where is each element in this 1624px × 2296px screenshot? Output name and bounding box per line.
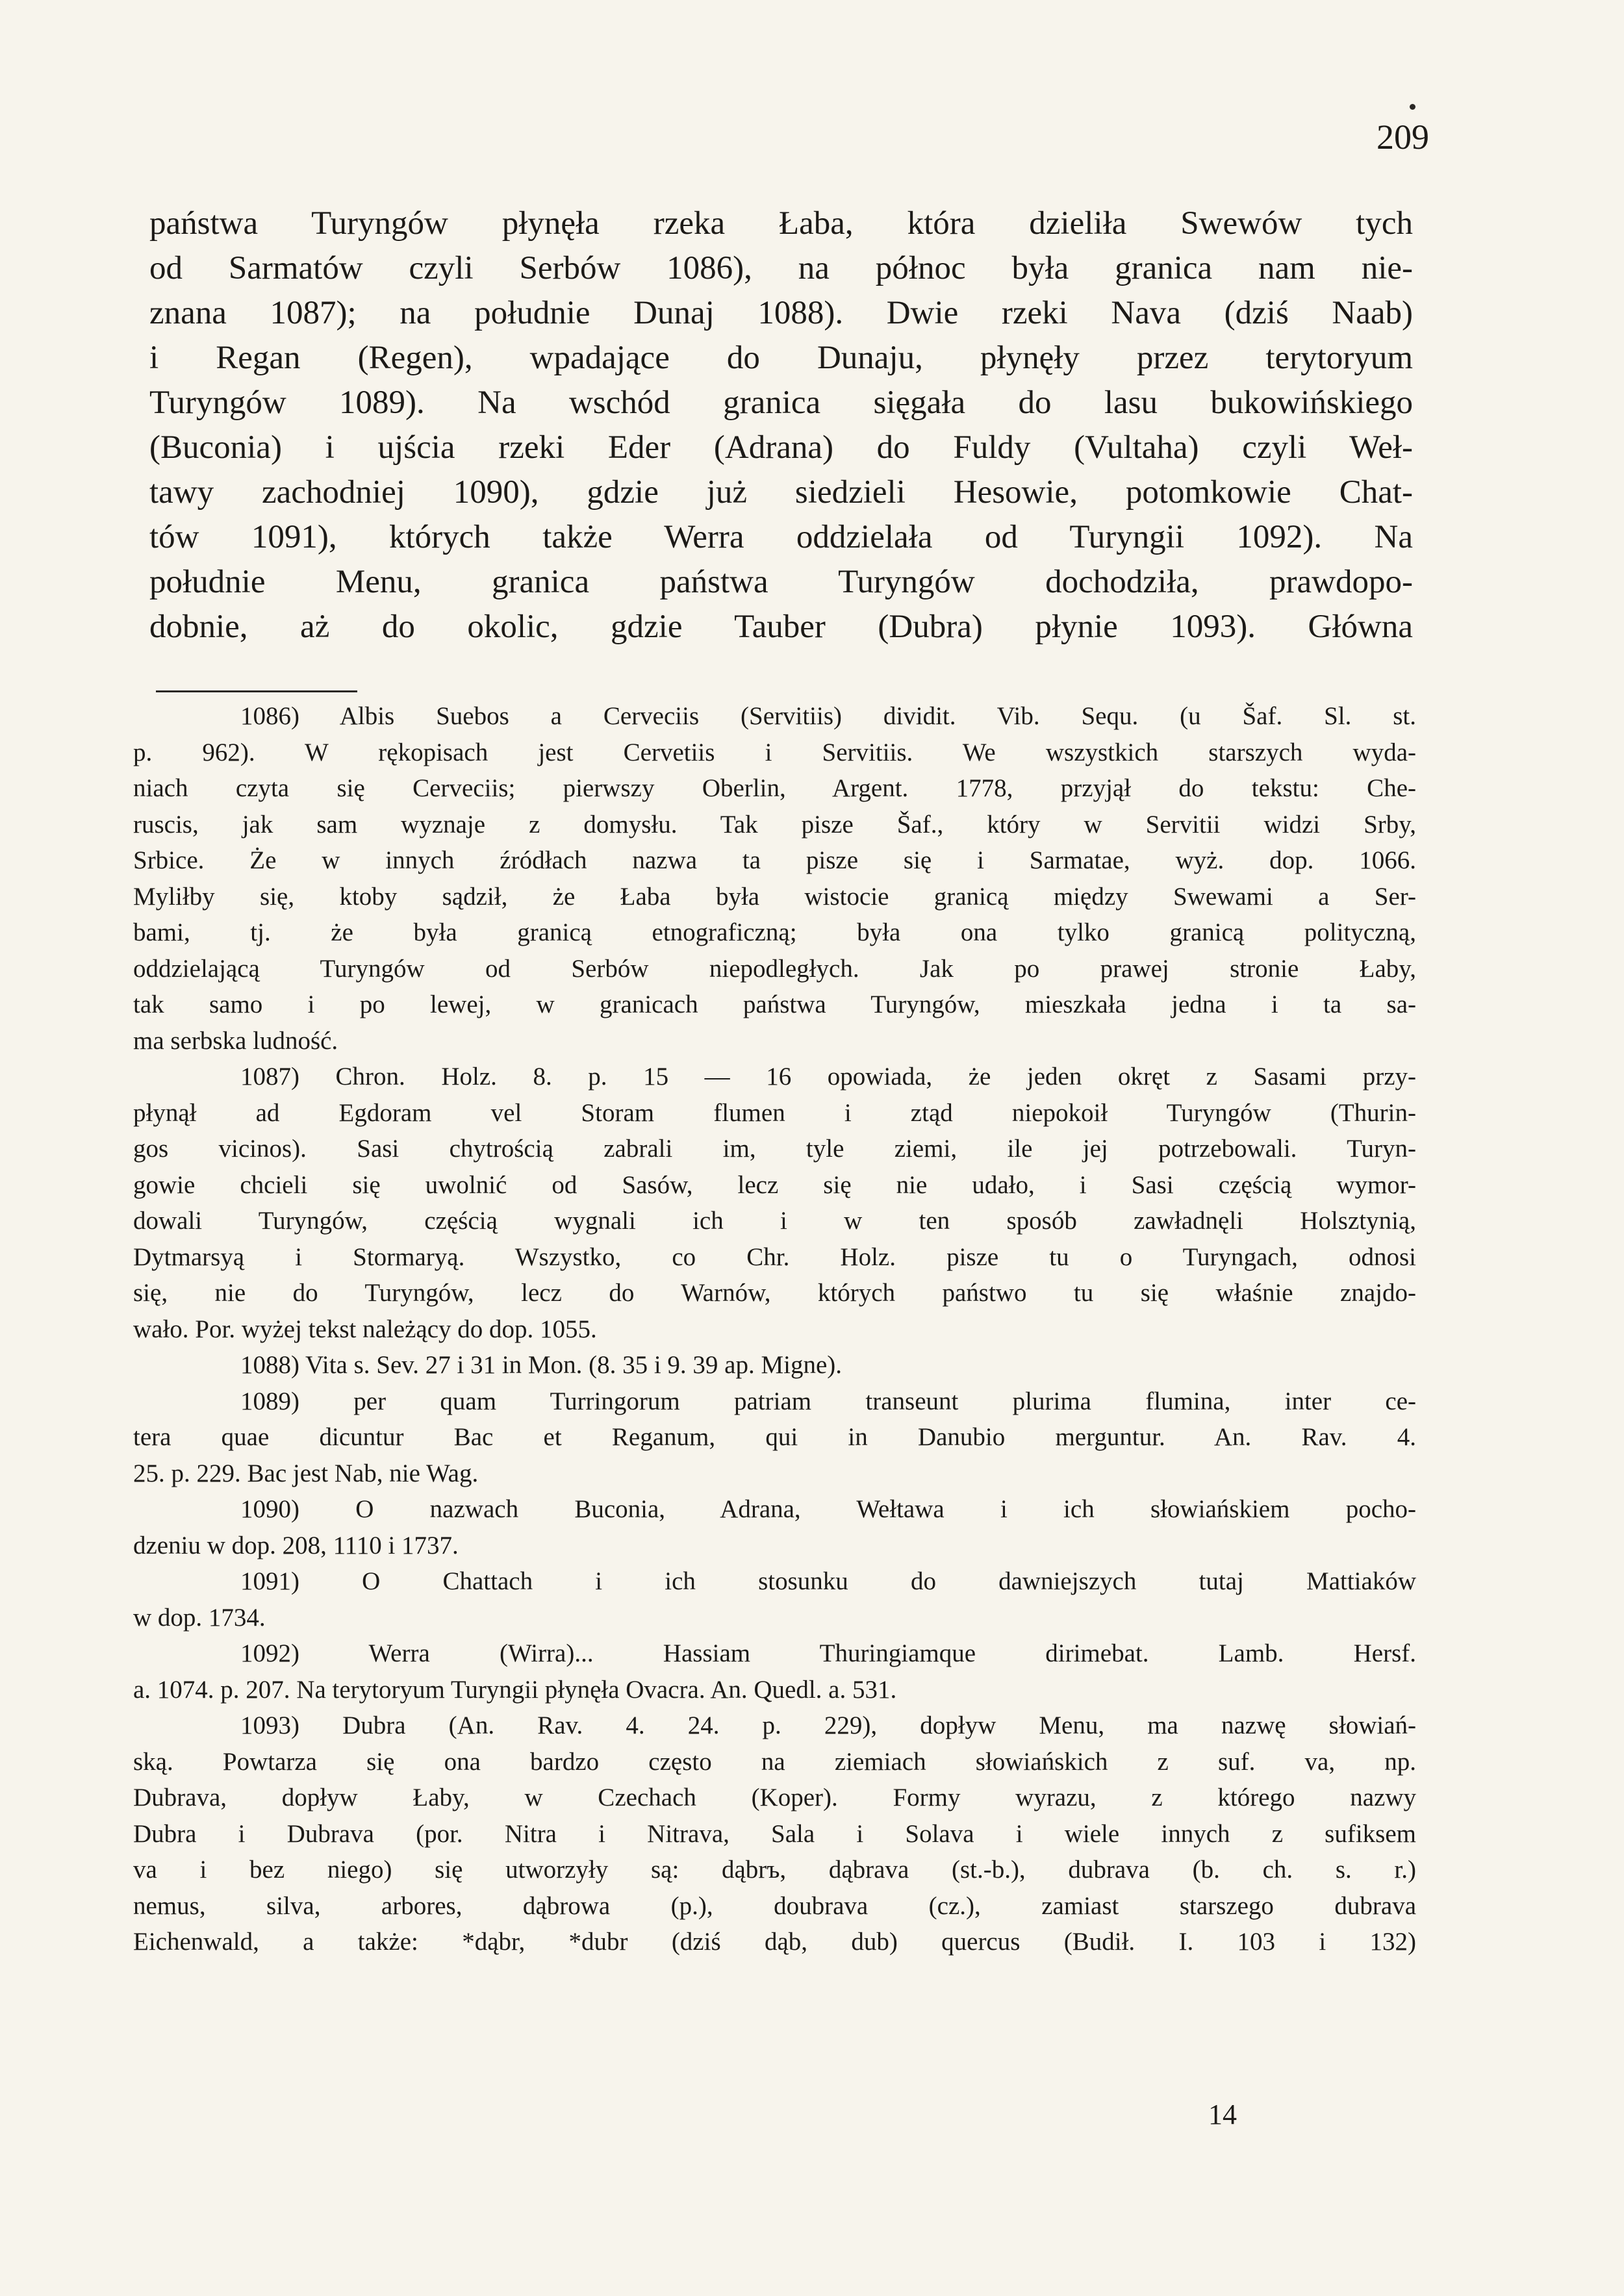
footnote-line: Eichenwald, a także: *dąbr, *dubr (dziś dąb, dub) quercus (Budił. I. 103 i 132)	[133, 1928, 1416, 1956]
footnote-line: 25. p. 229. Bac jest Nab, nie Wag.	[133, 1459, 479, 1487]
footnote-line: ma serbska ludność.	[133, 1026, 338, 1055]
footnote-line: tera quae dicuntur Bac et Reganum, qui in Danubio merguntur. An. Rav. 4.	[133, 1423, 1416, 1451]
text-line: od Sarmatów czyli Serbów 1086), na północ była granica nam nie-	[149, 250, 1413, 286]
footnote-line: p. 962). W rękopisach jest Cervetiis i Servitiis. We wszystkich starszych wyda-	[133, 738, 1416, 766]
text-line: Turyngów 1089). Na wschód granica sięgała do lasu bukowińskiego	[149, 385, 1413, 421]
text-line: dobnie, aż do okolic, gdzie Tauber (Dubra) płynie 1093). Główna	[149, 609, 1413, 645]
footnote-line: gos vicinos). Sasi chytrością zabrali im, tyle ziemi, ile jej potrzebowali. Turyn-	[133, 1135, 1416, 1163]
printer-signature-mark: 14	[1208, 2099, 1237, 2130]
footnote-line: dowali Turyngów, częścią wygnali ich i w ten sposób zawładnęli Holsztynią,	[133, 1207, 1416, 1235]
text-line: i Regan (Regen), wpadające do Dunaju, płynęły przez terytoryum	[149, 340, 1413, 376]
footnote-line: 1092) Werra (Wirra)... Hassiam Thuringiamque dirimebat. Lamb. Hersf.	[240, 1639, 1416, 1667]
text-line: tów 1091), których także Werra oddzielała od Turyngii 1092). Na	[149, 519, 1413, 555]
footnote-line: 1087) Chron. Holz. 8. p. 15 — 16 opowiada, że jeden okręt z Sasami przy-	[240, 1063, 1416, 1091]
footnote-line: 1091) O Chattach i ich stosunku do dawniejszych tutaj Mattiaków	[240, 1567, 1416, 1595]
footnote-line: w dop. 1734.	[133, 1603, 266, 1632]
text-line: południe Menu, granica państwa Turyngów dochodziła, prawdopo-	[149, 564, 1413, 600]
text-line: (Buconia) i ujścia rzeki Eder (Adrana) do Fuldy (Vultaha) czyli Weł-	[149, 429, 1413, 466]
footnote-line: tak samo i po lewej, w granicach państwa Turyngów, mieszkała jedna i ta sa-	[133, 990, 1416, 1018]
text-line: znana 1087); na południe Dunaj 1088). Dwie rzeki Nava (dziś Naab)	[149, 295, 1413, 331]
main-text-block	[149, 201, 1413, 650]
footnote-line: 1086) Albis Suebos a Cerveciis (Servitiis) dividit. Vib. Sequ. (u Šaf. Sl. st.	[240, 702, 1416, 730]
footnote-line: Myliłby się, ktoby sądził, że Łaba była wistocie granicą między Swewami a Ser-	[133, 882, 1416, 911]
footnote-line: 1090) O nazwach Buconia, Adrana, Wełtawa i ich słowiańskiem pocho-	[240, 1495, 1416, 1523]
footnote-line: ruscis, jak sam wyznaje z domysłu. Tak pisze Šaf., który w Servitii widzi Srby,	[133, 810, 1416, 839]
footnote-line: a. 1074. p. 207. Na terytoryum Turyngii płynęła Ovacra. An. Quedl. a. 531.	[133, 1675, 897, 1704]
footnote-line: ską. Powtarza się ona bardzo często na ziemiach słowiańskich z suf. va, np.	[133, 1747, 1416, 1776]
footnote-line: gowie chcieli się uwolnić od Sasów, lecz się nie udało, i Sasi częścią wymor-	[133, 1170, 1416, 1199]
footnote-line: nemus, silva, arbores, dąbrowa (p.), doubrava (cz.), zamiast starszego dubrava	[133, 1891, 1416, 1920]
footnote-line: 1093) Dubra (An. Rav. 4. 24. p. 229), dopływ Menu, ma nazwę słowiań-	[240, 1711, 1416, 1739]
footnote-line: 1089) per quam Turringorum patriam transeunt plurima flumina, inter ce-	[240, 1387, 1416, 1415]
footnote-line: Dytmarsyą i Stormaryą. Wszystko, co Chr. Holz. pisze tu o Turyngach, odnosi	[133, 1243, 1416, 1271]
footnote-line: wało. Por. wyżej tekst należący do dop. 1055.	[133, 1315, 597, 1343]
footnote-line: dzeniu w dop. 208, 1110 i 1737.	[133, 1531, 459, 1559]
footnote-line: va i bez niego) się utworzyły są: dąbrъ, dąbrava (st.-b.), dubrava (b. ch. s. r.)	[133, 1856, 1416, 1884]
footnote-line: bami, tj. że była granicą etnograficzną; była ona tylko granicą polityczną,	[133, 918, 1416, 946]
text-line: państwa Turyngów płynęła rzeka Łaba, która dzieliła Swewów tych	[149, 205, 1413, 242]
footnotes-block	[133, 698, 1416, 1960]
footnote-separator	[156, 690, 357, 692]
ink-dot	[1410, 104, 1415, 110]
page-number: 209	[1377, 118, 1429, 157]
footnote-line: 1088) Vita s. Sev. 27 i 31 in Mon. (8. 35 i 9. 39 ap. Migne).	[240, 1351, 843, 1379]
footnote-line: Dubra i Dubrava (por. Nitra i Nitrava, Sala i Solava i wiele innych z sufiksem	[133, 1819, 1416, 1848]
footnote-line: oddzielającą Turyngów od Serbów niepodległych. Jak po prawej stronie Łaby,	[133, 954, 1416, 983]
footnote-line: niach czyta się Cerveciis; pierwszy Oberlin, Argent. 1778, przyjął do tekstu: Che-	[133, 774, 1416, 802]
text-line: tawy zachodniej 1090), gdzie już siedzieli Hesowie, potomkowie Chat-	[149, 474, 1413, 511]
footnote-line: Srbice. Że w innych źródłach nazwa ta pisze się i Sarmatae, wyż. dop. 1066.	[133, 846, 1416, 874]
footnote-line: Dubrava, dopływ Łaby, w Czechach (Koper). Formy wyrazu, z którego nazwy	[133, 1784, 1416, 1811]
footnote-line: się, nie do Turyngów, lecz do Warnów, których państwo tu się właśnie znajdo-	[133, 1279, 1416, 1307]
footnote-line: płynął ad Egdoram vel Storam flumen i ztąd niepokoił Turyngów (Thurin-	[133, 1098, 1416, 1127]
